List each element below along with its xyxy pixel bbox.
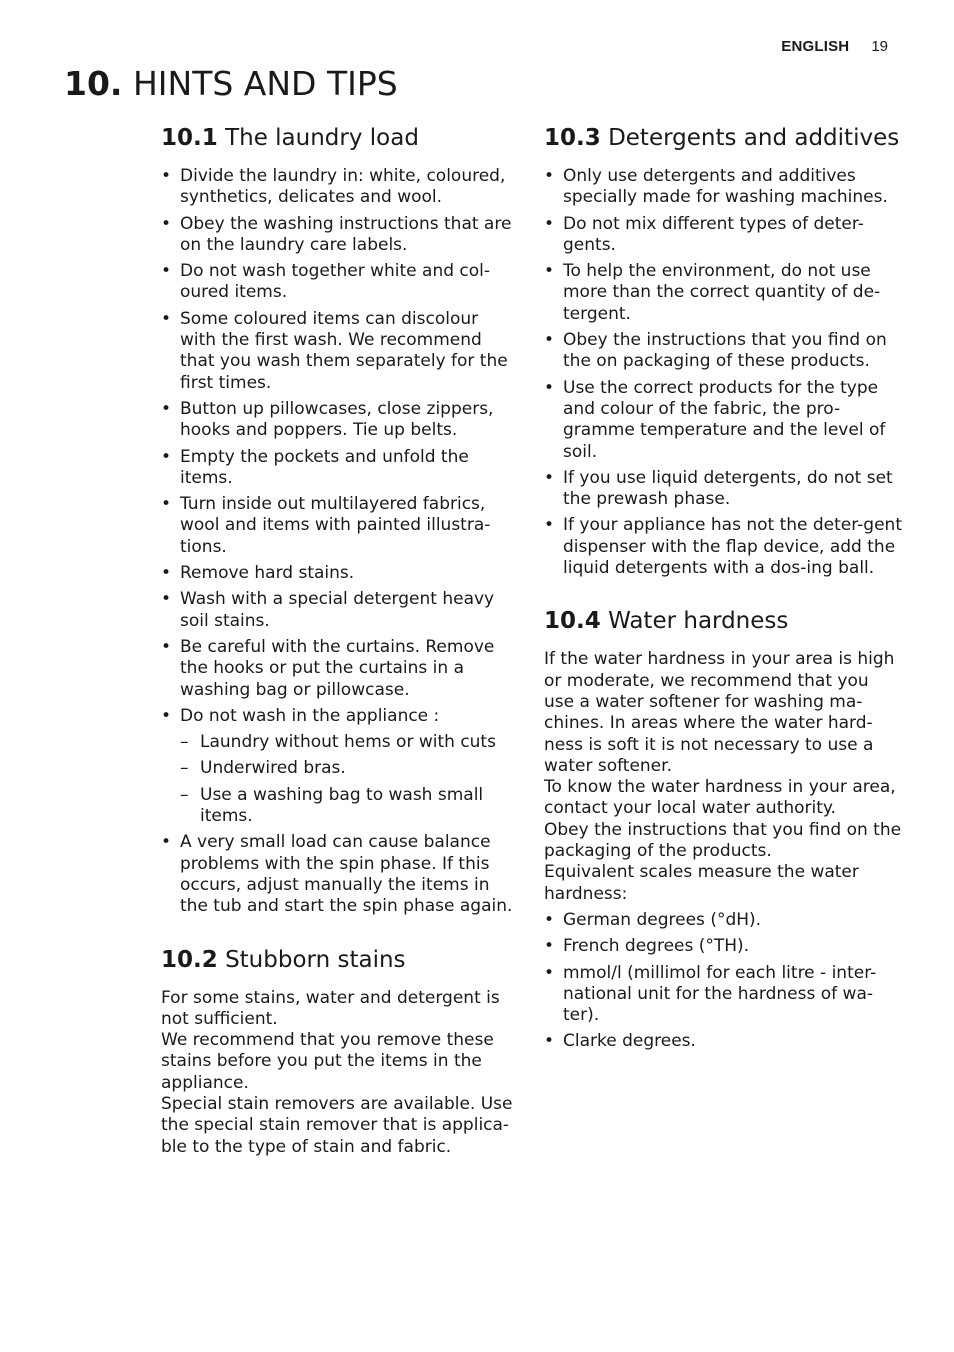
list-item: • Do not wash together white and col-oured items.: [161, 261, 517, 304]
hardness-scales-list: [544, 910, 904, 1053]
list-item: • Obey the washing instructions that are on the laundry care labels.: [161, 214, 517, 257]
list-item: • If you use liquid detergents, do not set the prewash phase.: [544, 468, 904, 511]
page-number: 19: [871, 38, 888, 55]
list-item: • Button up pillowcases, close zippers, hooks and poppers. Tie up belts.: [161, 399, 517, 442]
section-title: Detergents and additives: [608, 125, 900, 151]
section-number: 10.1: [161, 125, 218, 151]
list-item: • mmol/l (millimol for each litre - inter-national unit for the hardness of wa-ter).: [544, 963, 904, 1027]
section-title: The laundry load: [225, 125, 419, 151]
sub-list-item: – Laundry without hems or with cuts: [180, 732, 517, 753]
paragraph: We recommend that you remove these stains before you put the items in the appliance.: [161, 1030, 494, 1093]
list-item: • Divide the laundry in: white, coloured, synthetics, delicates and wool.: [161, 166, 517, 209]
laundry-load-list: [161, 166, 517, 918]
paragraph: To know the water hardness in your area, contact your local water authority.: [544, 777, 896, 819]
section-heading-detergents: [544, 122, 904, 154]
section-heading-water-hardness: [544, 605, 904, 637]
section-number: 10.3: [544, 125, 601, 151]
list-item: [161, 706, 517, 827]
left-column: [161, 122, 517, 1158]
chapter-title: [64, 64, 398, 103]
list-item: • French degrees (°TH).: [544, 936, 904, 957]
list-item: • Remove hard stains.: [161, 563, 517, 584]
paragraph: For some stains, water and detergent is not sufficient.: [161, 987, 500, 1029]
list-item: • German degrees (°dH).: [544, 910, 904, 931]
sub-list-item: – Underwired bras.: [180, 758, 517, 779]
section-title: Stubborn stains: [225, 946, 406, 973]
section-heading-stubborn-stains: [161, 944, 517, 976]
list-item: • To help the environment, do not use more than the correct quantity of de-tergent.: [544, 261, 904, 325]
chapter-number: 10.: [64, 64, 123, 103]
list-item: • Turn inside out multilayered fabrics, wool and items with painted illustra-tions.: [161, 494, 517, 558]
right-column: [544, 122, 904, 1058]
chapter-title-text: HINTS AND TIPS: [132, 64, 398, 103]
list-item-text: Do not wash in the appliance :: [180, 705, 440, 726]
list-item: • Clarke degrees.: [544, 1031, 904, 1052]
section-heading-laundry-load: [161, 122, 517, 154]
section-number: 10.4: [544, 608, 601, 635]
list-item: • Do not mix different types of deter-gents.: [544, 214, 904, 257]
list-item: • A very small load can cause balance problems with the spin phase. If this occurs, adjust manually the items in the tub and start the spin phase again.: [161, 832, 517, 917]
list-item: • Empty the pockets and unfold the items.: [161, 447, 517, 490]
list-item: • Only use detergents and additives specially made for washing machines.: [544, 166, 904, 209]
language-label: ENGLISH: [781, 38, 850, 55]
sub-list-item: – Use a washing bag to wash small items.: [180, 785, 517, 828]
detergents-list: [544, 166, 904, 579]
list-item: • Be careful with the curtains. Remove the hooks or put the curtains in a washing bag or pillowcase.: [161, 637, 517, 701]
paragraph: Special stain removers are available. Use the special stain remover that is applica-ble to the type of stain and fabric.: [161, 1093, 513, 1157]
section-title: Water hardness: [608, 608, 789, 635]
sub-list: [180, 732, 517, 827]
list-item: • Some coloured items can discolour with the first wash. We recommend that you wash them separately for the first times.: [161, 309, 517, 394]
paragraph: If the water hardness in your area is high or moderate, we recommend that you use a water softener for washing ma-chines. In areas where the water hard-ness is soft it is not necessary to use a water softener.: [544, 649, 895, 776]
list-item: • Obey the instructions that you find on the on packaging of these products.: [544, 330, 904, 373]
list-item: • If your appliance has not the deter-gent dispenser with the flap device, add the liquid detergents with a dos-ing ball.: [544, 515, 904, 579]
paragraph: Equivalent scales measure the water hardness:: [544, 862, 859, 904]
section-number: 10.2: [161, 946, 218, 973]
list-item: • Wash with a special detergent heavy soil stains.: [161, 589, 517, 632]
paragraph: Obey the instructions that you find on the packaging of the products.: [544, 819, 902, 862]
list-item: • Use the correct products for the type and colour of the fabric, the pro-gramme temperature and the level of soil.: [544, 378, 904, 463]
page-header: [781, 38, 888, 55]
